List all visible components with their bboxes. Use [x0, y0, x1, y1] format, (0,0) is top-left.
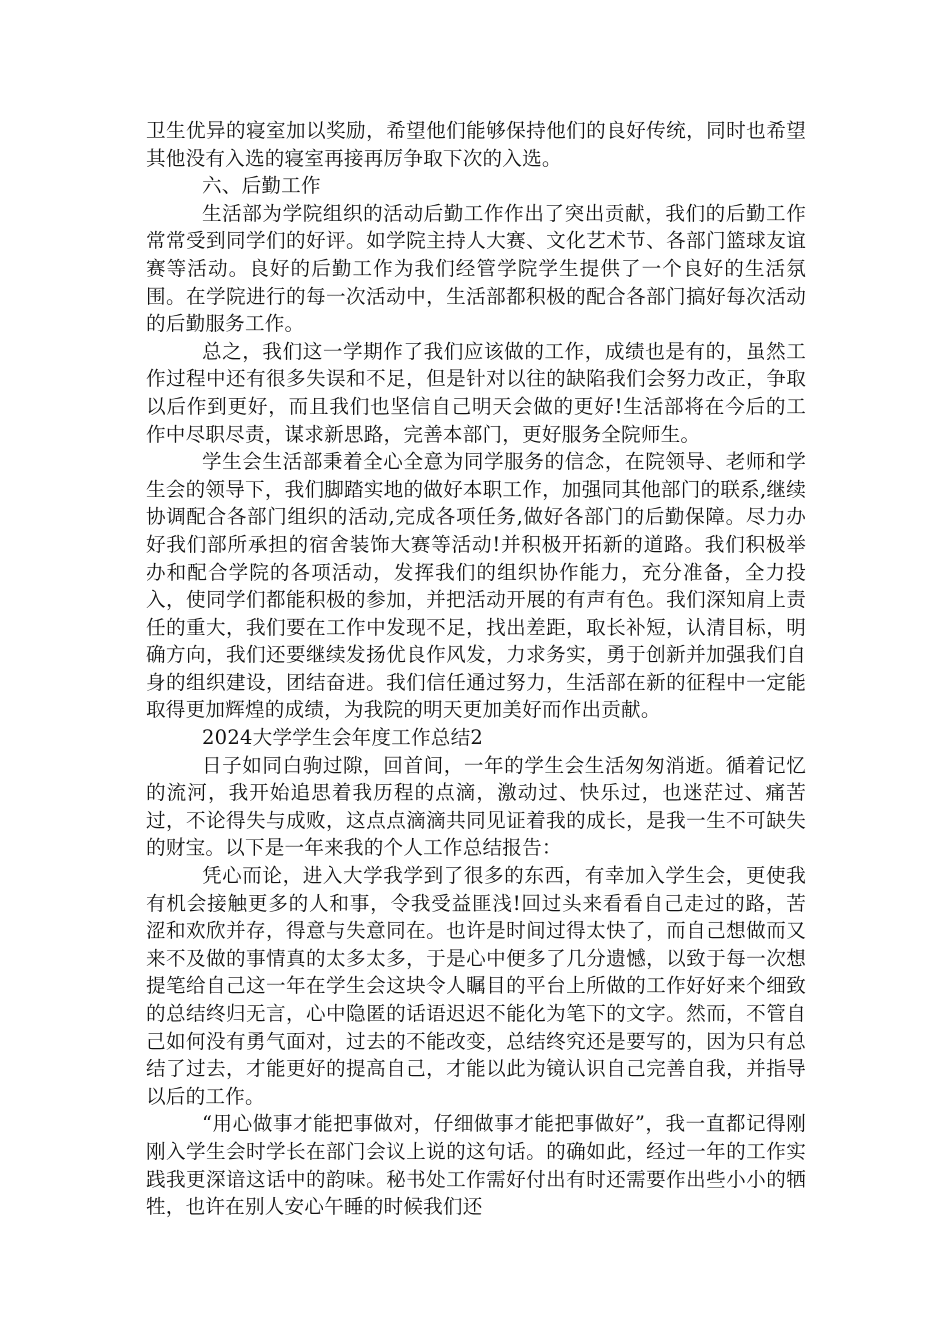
section-heading-summary-2: 2024大学学生会年度工作总结2 — [202, 726, 484, 750]
section-heading-logistics: 六、后勤工作 — [202, 174, 321, 198]
paragraph-continuation: 卫生优异的寝室加以奖励，希望他们能够保持他们的良好传统，同时也希望其他没有入选的寝室再接再厉争取下次的入选。 — [146, 119, 806, 170]
paragraph-reflection: 凭心而论，进入大学我学到了很多的东西，有幸加入学生会，更使我有机会接触更多的人和事，令我受益匪浅!回过头来看看自己走过的路，苦涩和欢欣并存，得意与失意同在。也许是时间过得太快了，而自己想做而又来不及做的事情真的太多太多，于是心中便多了几分遗憾，以致于每一次想提笔给自己这一年在学生会这块令人瞩目的平台上所做的工作好好来个细致的总结终归无言，心中隐匿的话语迟迟不能化为笔下的文字。然而，不管自己如何没有勇气面对，过去的不能改变，总结终究还是要写的，因为只有总结了过去，才能更好的提高自己，才能以此为镜认识自己完善自我，并指导以后的工作。 — [146, 864, 806, 1108]
paragraph-conclusion: 总之，我们这一学期作了我们应该做的工作，成绩也是有的，虽然工作过程中还有很多失误和不足，但是针对以往的缺陷我们会努力改正，争取以后作到更好，而且我们也坚信自己明天会做的更好!生活部将在今后的工作中尽职尽责，谋求新思路，完善本部门，更好服务全院师生。 — [146, 339, 806, 446]
paragraph-logistics: 生活部为学院组织的活动后勤工作作出了突出贡献，我们的后勤工作常常受到同学们的好评。如学院主持人大赛、文化艺术节、各部门篮球友谊赛等活动。良好的后勤工作为我们经管学院学生提供了一个良好的生活氛围。在学院进行的每一次活动中，生活部都积极的配合各部门搞好每次活动的后勤服务工作。 — [146, 201, 806, 336]
paragraph-quote: “用心做事才能把事做对，仔细做事才能把事做好”，我一直都记得刚刚入学生会时学长在部门会议上说的这句话。的确如此，经过一年的工作实践我更深谙这话中的韵味。秘书处工作需好付出有时还需要作出些小小的牺牲，也许在别人安心午睡的时候我们还 — [146, 1112, 806, 1219]
paragraph-intro: 日子如同白驹过隙，回首间，一年的学生会生活匆匆消逝。循着记忆的流河，我开始追思着我历程的点滴，激动过、快乐过，也迷茫过、痛苦过，不论得失与成败，这点点滴滴共同见证着我的成长，是我一生不可缺失的财宝。以下是一年来我的个人工作总结报告： — [146, 753, 806, 860]
paragraph-life-department: 学生会生活部秉着全心全意为同学服务的信念，在院领导、老师和学生会的领导下，我们脚踏实地的做好本职工作，加强同其他部门的联系,继续协调配合各部门组织的活动,完成各项任务,做好各部门的后勤保障。尽力办好我们部所承担的宿舍装饰大赛等活动!并积极开拓新的道路。我们积极举办和配合学院的各项活动，发挥我们的组织协作能力，充分准备，全力投入，使同学们都能积极的参加，并把活动开展的有声有色。我们深知肩上责任的重大，我们要在工作中发现不足，找出差距，取长补短，认清目标，明确方向，我们还要继续发扬优良作风发，力求务实，勇于创新并加强我们自身的组织建设，团结奋进。我们信任通过努力，生活部在新的征程中一定能取得更加辉煌的成绩，为我院的明天更加美好而作出贡献。 — [146, 450, 806, 722]
document-body — [146, 117, 806, 1221]
